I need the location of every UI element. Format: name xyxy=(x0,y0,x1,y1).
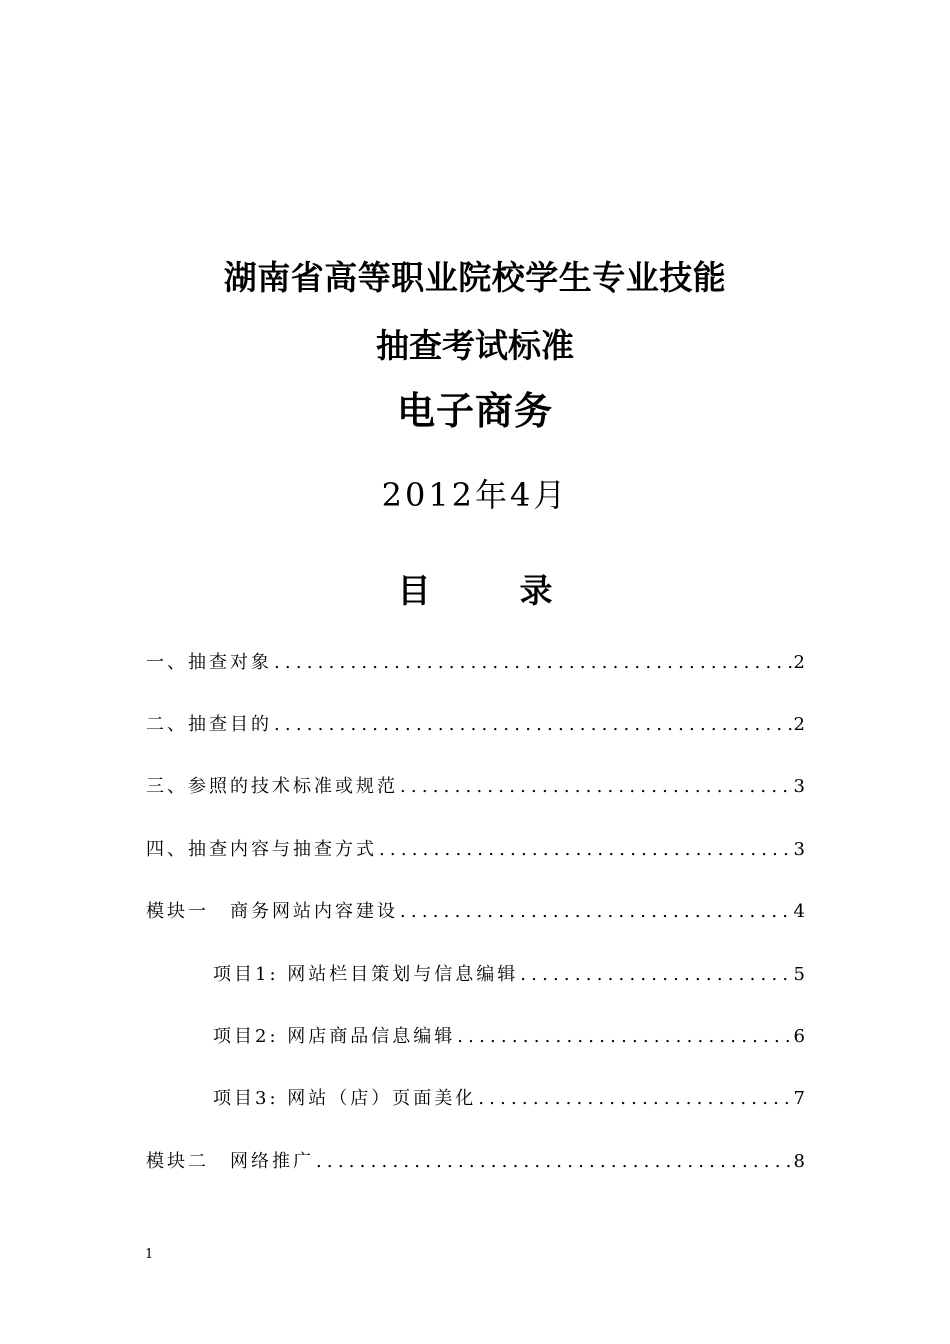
toc-entry-module-1[interactable] xyxy=(146,897,805,923)
toc-dot-leader xyxy=(316,1151,792,1172)
toc-entry-label: 二、抽查目的 xyxy=(146,714,272,735)
toc-entry-inspection-target[interactable] xyxy=(146,648,805,674)
toc-dot-leader xyxy=(478,1088,791,1109)
toc-page-number: 2 xyxy=(793,652,805,673)
document-title-line-2: 抽查考试标准 xyxy=(376,326,574,365)
toc-entry-label: 四、抽查内容与抽查方式 xyxy=(146,839,377,860)
toc-heading: 目 录 xyxy=(397,571,581,610)
toc-page-number: 2 xyxy=(793,714,805,735)
toc-dot-leader xyxy=(400,776,792,797)
toc-entry-label: 项目3: 网站（店）页面美化 xyxy=(213,1088,477,1109)
toc-page-number: 7 xyxy=(793,1088,805,1109)
toc-dot-leader xyxy=(274,714,792,735)
toc-page-number: 5 xyxy=(793,964,805,985)
toc-entry-label: 一、抽查对象 xyxy=(146,652,272,673)
toc-dot-leader xyxy=(400,901,792,922)
toc-entry-technical-standards[interactable] xyxy=(146,772,805,798)
toc-page-number: 3 xyxy=(793,839,805,860)
toc-entry-project-2[interactable] xyxy=(213,1022,805,1048)
toc-entry-label: 项目1: 网站栏目策划与信息编辑 xyxy=(213,964,519,985)
document-date: 2012年4月 xyxy=(381,476,569,514)
toc-entry-project-1[interactable] xyxy=(213,960,805,986)
toc-entry-label: 三、参照的技术标准或规范 xyxy=(146,776,398,797)
toc-page-number: 4 xyxy=(793,901,805,922)
toc-entry-label: 模块二 网络推广 xyxy=(146,1151,314,1172)
toc-entry-module-2[interactable] xyxy=(146,1147,805,1173)
toc-entry-project-3[interactable] xyxy=(213,1084,805,1110)
toc-dot-leader xyxy=(520,964,791,985)
toc-entry-content-and-method[interactable] xyxy=(146,835,805,861)
toc-page-number: 6 xyxy=(793,1026,805,1047)
document-subject-title: 电子商务 xyxy=(396,389,553,433)
toc-page-number: 3 xyxy=(793,776,805,797)
toc-dot-leader xyxy=(457,1026,791,1047)
toc-entry-label: 项目2: 网店商品信息编辑 xyxy=(213,1026,456,1047)
toc-dot-leader xyxy=(274,652,792,673)
toc-entry-label: 模块一 商务网站内容建设 xyxy=(146,901,398,922)
toc-entry-inspection-purpose[interactable] xyxy=(146,710,805,736)
footer-page-number: 1 xyxy=(145,1247,154,1262)
toc-dot-leader xyxy=(379,839,792,860)
toc-page-number: 8 xyxy=(793,1151,805,1172)
document-title-line-1: 湖南省高等职业院校学生专业技能 xyxy=(223,258,727,297)
